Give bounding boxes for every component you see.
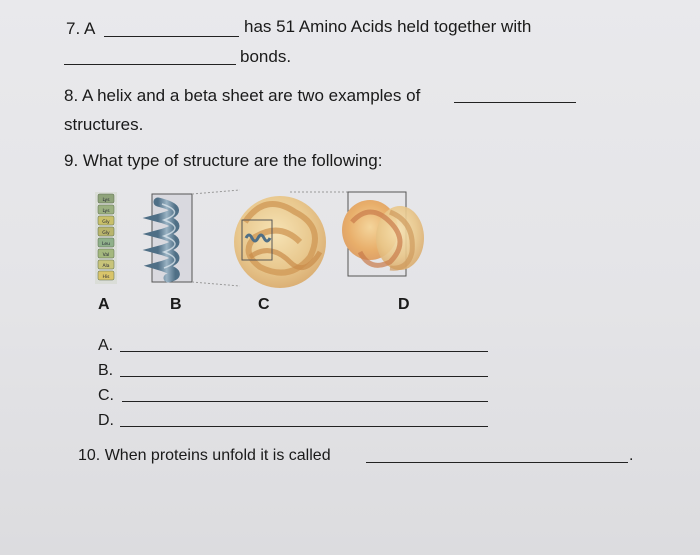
q7-prefix: 7. A — [66, 19, 96, 38]
answer-blank-c[interactable] — [122, 401, 488, 402]
q7-blank-2[interactable] — [64, 64, 236, 65]
residue-label: Ala — [102, 263, 110, 269]
residue-label: Lys — [102, 197, 110, 203]
residue-label: Gly — [102, 230, 110, 236]
answer-label-b: B. — [98, 362, 114, 379]
protein-structures-figure — [90, 182, 430, 292]
q7-end: bonds. — [240, 47, 292, 66]
residue-label: Leu — [101, 241, 111, 247]
tertiary-structure-image — [234, 196, 326, 288]
residue-label: His — [102, 274, 110, 280]
q10-period: . — [629, 447, 634, 464]
quaternary-structure-image — [342, 192, 424, 276]
figure-label-d: D — [398, 296, 410, 313]
q10-text: 10. When proteins unfold it is called — [78, 447, 331, 464]
residue-label: Gly — [102, 219, 110, 225]
alpha-helix-image — [152, 194, 192, 282]
q8-line1: 8. A helix and a beta sheet are two examples of — [64, 86, 421, 105]
primary-structure-chain — [95, 192, 117, 284]
residue-label: Val — [102, 252, 110, 258]
residue-label: Lys — [102, 208, 110, 214]
answer-blank-a[interactable] — [120, 351, 488, 352]
q8-line2: structures. — [64, 115, 144, 134]
q7-middle: has 51 Amino Acids held together with — [244, 17, 532, 36]
answer-blank-b[interactable] — [120, 376, 488, 377]
answer-blank-d[interactable] — [120, 426, 488, 427]
figure-label-b: B — [170, 296, 182, 313]
answer-label-d: D. — [98, 412, 114, 429]
answer-label-c: C. — [98, 387, 114, 404]
q8-blank[interactable] — [454, 102, 576, 103]
figure-label-a: A — [98, 296, 110, 313]
figure-label-c: C — [258, 296, 270, 313]
q10-blank[interactable] — [366, 462, 628, 463]
answer-label-a: A. — [98, 337, 114, 354]
q7-blank-1[interactable] — [104, 36, 239, 37]
q9-prompt: 9. What type of structure are the following: — [64, 151, 383, 170]
